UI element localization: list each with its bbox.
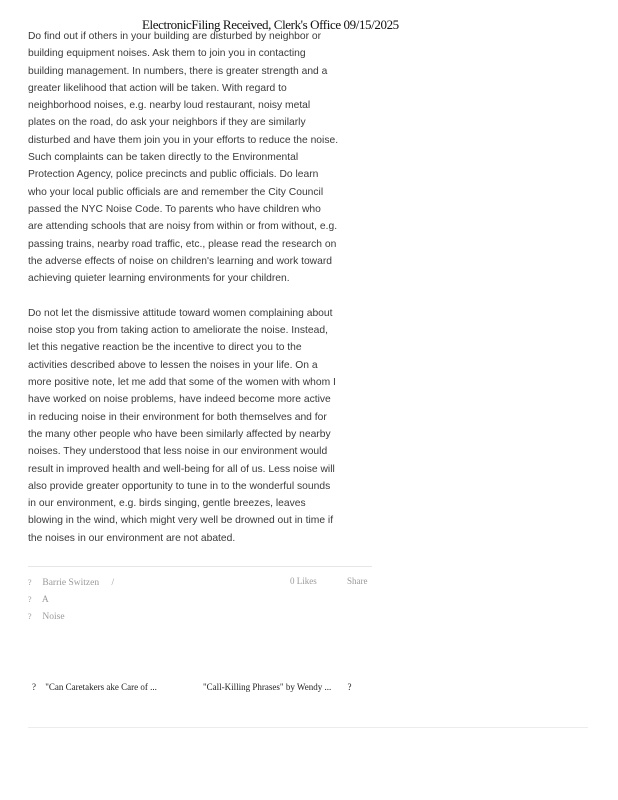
tag-separator: / [111, 578, 115, 588]
filing-stamp: ElectronicFiling Received, Clerk's Office 09/15/2025 [142, 17, 399, 32]
paragraph-gap [28, 287, 368, 304]
text-line: let this negative reaction be the incentive to direct you to the [28, 342, 302, 354]
text-line: Do find out if others in your building are disturbed by neighbor or [28, 31, 322, 42]
text-line: building management. In numbers, there is greater strength and a [28, 65, 328, 77]
tag-label[interactable]: Noise [42, 612, 65, 622]
paragraph-1 [28, 28, 368, 287]
prev-post-link[interactable] [32, 682, 157, 692]
chevron-left-icon: ? [32, 682, 36, 692]
tag-label[interactable]: Barrie Switzen [42, 578, 100, 588]
likes-count[interactable]: 0 Likes [290, 576, 317, 586]
text-line: disturbed and have them join you in your efforts to reduce the noise. [28, 134, 339, 146]
text-line: in reducing noise in their environment for both themselves and for [28, 411, 327, 423]
text-line: also provide greater opportunity to tune in to the wonderful sounds [28, 480, 331, 492]
tag-icon: ? [28, 578, 32, 587]
next-post-title[interactable]: "Call-Killing Phrases" by Wendy ... [203, 682, 332, 692]
text-line: have worked on noise problems, have indeed become more active [28, 394, 331, 406]
text-line: noises. They understood that less noise in our environment would [28, 446, 328, 458]
tag-icon: ? [28, 595, 32, 604]
tag-icon: ? [28, 612, 32, 621]
prev-post-title[interactable]: "Can Caretakers ake Care of ... [45, 682, 157, 692]
text-line: plates on the road, do ask your neighbors if they are similarly [28, 117, 306, 129]
text-line: neighborhood noises, e.g. nearby loud restaurant, noisy metal [28, 100, 311, 112]
text-line: are attending schools that are noisy from within or from without, e.g. [28, 221, 338, 233]
share-link[interactable]: Share [347, 576, 368, 586]
divider [28, 566, 372, 567]
text-line: the adverse effects of noise on children's learning and work toward [28, 255, 332, 267]
paragraph-2 [28, 305, 368, 547]
text-line: blowing in the wind, which might very well be drowned out in time if [28, 515, 334, 527]
text-line: Do not let the dismissive attitude toward women complaining about [28, 307, 333, 319]
tag-label[interactable]: A [41, 595, 49, 605]
text-line: Such complaints can be taken directly to the Environmental [28, 152, 299, 164]
text-line: passing trains, nearby road traffic, etc., please read the research on [28, 238, 337, 250]
text-line: the many other people who have been similarly affected by nearby [28, 428, 331, 440]
text-line: who your local public officials are and remember the City Council [28, 186, 324, 198]
tag-topic[interactable] [28, 612, 65, 622]
text-line: more positive note, let me add that some of the women with whom I [28, 377, 336, 389]
text-line: the noises in our environment are not abated. [28, 532, 236, 544]
chevron-right-icon: ? [347, 682, 352, 692]
text-line: greater likelihood that action will be taken. With regard to [28, 82, 287, 94]
text-line: noise stop you from taking action to ameliorate the noise. Instead, [28, 325, 328, 337]
next-post-link[interactable] [203, 682, 351, 692]
text-line: Protection Agency, police precincts and public officials. Do learn [28, 169, 319, 181]
text-line: achieving quieter learning environments for your children. [28, 273, 290, 285]
text-line: building equipment noises. Ask them to join you in contacting [28, 48, 306, 60]
text-line: in our environment, e.g. birds singing, gentle breezes, leaves [28, 498, 306, 510]
article-body [28, 28, 368, 547]
footer-divider [28, 727, 588, 728]
tag-category[interactable] [28, 595, 49, 605]
text-line: passed the NYC Noise Code. To parents who have children who [28, 203, 321, 215]
tag-author[interactable] [28, 578, 114, 588]
text-line: result in improved health and well-being for all of us. Less noise will [28, 463, 335, 475]
text-line: activities described above to lessen the noises in your life. On a [28, 359, 318, 371]
